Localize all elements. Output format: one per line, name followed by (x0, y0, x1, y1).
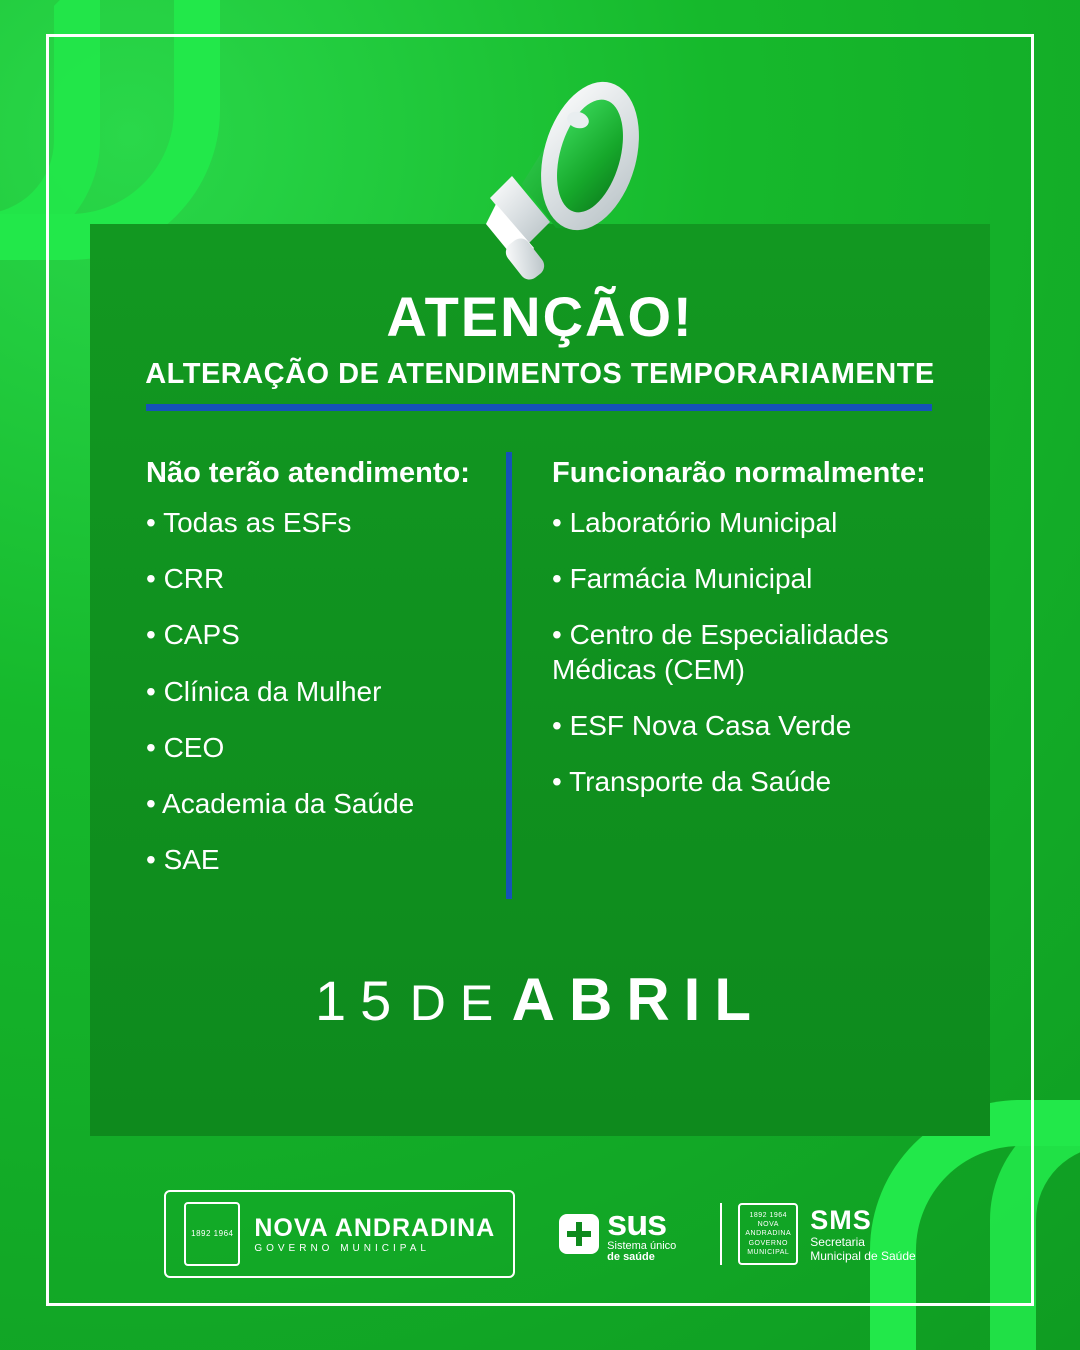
date-day: 15 (315, 969, 406, 1032)
list-item: • SAE (146, 843, 220, 875)
list-item: • Clínica da Mulher (146, 675, 382, 707)
list-item: • CAPS (146, 619, 240, 651)
sms-logo-line2: Municipal de Saúde (810, 1248, 916, 1263)
service-columns (146, 452, 946, 899)
city-hall-logo (164, 1190, 515, 1278)
sms-logo-line1: Secretaria (810, 1234, 865, 1249)
open-services-heading: Funcionarão normalmente: (552, 457, 926, 489)
list-item: • CRR (146, 563, 225, 595)
sus-logo (559, 1202, 677, 1263)
date-month: ABRIL (511, 966, 765, 1033)
sus-logo-word: sus (607, 1202, 667, 1243)
sms-crest-years: 1892 1964 (749, 1212, 788, 1220)
event-date (0, 965, 1080, 1034)
sms-crest-sub: GOVERNO MUNICIPAL (747, 1239, 790, 1256)
city-crest-icon (184, 1202, 240, 1266)
open-services-column (506, 452, 946, 899)
closed-services-heading: Não terão atendimento: (146, 457, 470, 489)
sms-crest-icon (738, 1203, 798, 1265)
sms-logo-word: SMS (810, 1204, 872, 1235)
sus-cross-icon (559, 1214, 599, 1254)
list-item: • Laboratório Municipal (552, 507, 838, 539)
city-logo-name: NOVA ANDRADINA (254, 1214, 496, 1242)
footer-logos (0, 1190, 1080, 1278)
sms-crest-name: NOVA ANDRADINA (745, 1221, 792, 1238)
sus-logo-line2: de saúde (607, 1251, 655, 1263)
date-connector: DE (409, 975, 508, 1031)
list-item: • CEO (146, 731, 225, 763)
list-item: • Farmácia Municipal (552, 563, 813, 595)
list-item: • Transporte da Saúde (552, 765, 832, 797)
list-item: • ESF Nova Casa Verde (552, 709, 852, 741)
sms-logo-text (810, 1205, 915, 1264)
city-crest-years: 1892 1964 (191, 1229, 234, 1239)
city-logo-text (254, 1214, 495, 1254)
page-subtitle: ALTERAÇÃO DE ATENDIMENTOS TEMPORARIAMENTE (145, 358, 935, 390)
city-logo-subtitle: GOVERNO MUNICIPAL (254, 1243, 430, 1254)
closed-services-column (146, 452, 476, 899)
list-item: • Centro de Especialidades Médicas (CEM) (552, 619, 889, 685)
sus-logo-text (607, 1202, 677, 1263)
megaphone-icon (430, 52, 660, 282)
title-divider (146, 404, 932, 411)
page-title: ATENÇÃO! (386, 285, 694, 348)
health-department-logo (720, 1203, 915, 1265)
list-item: • Todas as ESFs (146, 507, 352, 539)
list-item: • Academia da Saúde (146, 787, 415, 819)
sus-logo-line1: Sistema único (607, 1240, 677, 1252)
